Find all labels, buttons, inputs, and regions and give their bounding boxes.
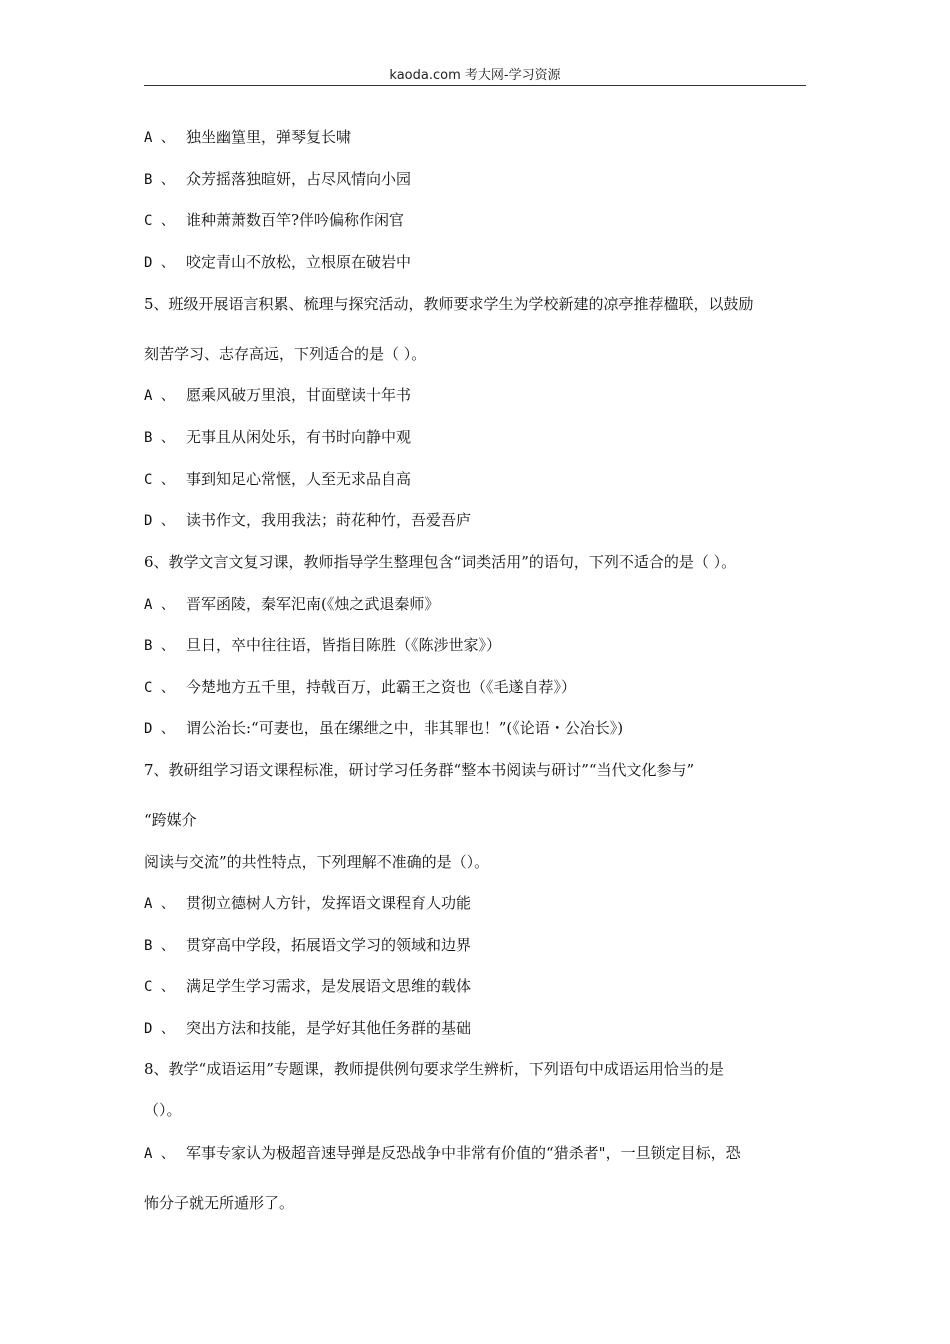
option-text: 独坐幽篁里，弹琴复长啸 (186, 128, 352, 146)
q7-option-c (144, 976, 471, 997)
q7-option-b (144, 935, 471, 956)
option-letter: D 、 (144, 513, 175, 529)
q4-option-b (144, 169, 411, 190)
q8-option-a (144, 1143, 741, 1164)
option-letter: B 、 (144, 430, 175, 446)
option-text: 军事专家认为极超音速导弹是反恐战争中非常有价值的“猎杀者"，一旦锁定目标，恐 (186, 1144, 741, 1162)
option-text: 今楚地方五千里，持戟百万，此霸王之资也（《毛遂自荐》） (186, 678, 577, 696)
q7-stem-line-2: “跨媒介 (144, 811, 197, 829)
option-text: 谁种萧萧数百竿?伴吟偏称作闲官 (186, 211, 405, 229)
header-rule (144, 85, 806, 86)
option-letter: D 、 (144, 721, 175, 737)
option-text: 满足学生学习需求，是发展语文思维的载体 (186, 977, 472, 995)
q6-stem-line-1: 6、教学文言文复习课，教师指导学生整理包含“词类活用”的语句，下列不适合的是（ ）。 (144, 553, 737, 571)
option-letter: C 、 (144, 472, 175, 488)
option-letter: A 、 (144, 597, 175, 613)
q8-option-a-continuation: 怖分子就无所遁形了。 (144, 1194, 295, 1212)
q6-option-d (144, 718, 623, 739)
option-letter: C 、 (144, 979, 175, 995)
option-text: 众芳摇落独暄妍，占尽风情向小园 (186, 170, 412, 188)
q4-option-d (144, 252, 411, 273)
q4-option-a (144, 127, 351, 148)
option-text: 愿乘风破万里浪，甘面壁读十年书 (186, 386, 412, 404)
q7-stem-line-1: 7、教研组学习语文课程标准，研讨学习任务群“整本书阅读与研讨”“当代文化参与” (144, 761, 695, 779)
option-letter: C 、 (144, 680, 175, 696)
option-letter: A 、 (144, 388, 175, 404)
option-text: 事到知足心常惬，人至无求品自高 (186, 470, 412, 488)
q5-stem-line-2: 刻苦学习、志存高远，下列适合的是（ ）。 (144, 345, 427, 363)
q6-option-a (144, 594, 439, 615)
option-letter: A 、 (144, 896, 175, 912)
option-letter: B 、 (144, 172, 175, 188)
option-text: 无事且从闲处乐，有书时向静中观 (186, 428, 412, 446)
q5-option-d (144, 510, 471, 531)
option-letter: B 、 (144, 938, 175, 954)
option-letter: D 、 (144, 255, 175, 271)
q7-option-d (144, 1018, 471, 1039)
q5-option-c (144, 469, 411, 490)
option-text: 突出方法和技能，是学好其他任务群的基础 (186, 1019, 472, 1037)
q8-stem-line-2: （）。 (144, 1101, 182, 1119)
q4-option-c (144, 210, 404, 231)
q5-stem-line-1: 5、班级开展语言积累、梳理与探究活动，教师要求学生为学校新建的凉亭推荐楹联，以鼓励 (144, 295, 754, 313)
q7-stem-line-3: 阅读与交流”的共性特点，下列理解不准确的是（）。 (144, 853, 490, 871)
q5-option-a (144, 385, 411, 406)
option-letter: C 、 (144, 213, 175, 229)
option-letter: D 、 (144, 1021, 175, 1037)
q6-option-c (144, 677, 576, 698)
q7-option-a (144, 893, 471, 914)
option-letter: A 、 (144, 1146, 175, 1162)
option-text: 咬定青山不放松，立根原在破岩中 (186, 253, 412, 271)
q6-option-b (144, 635, 501, 656)
option-letter: A 、 (144, 130, 175, 146)
option-text: 贯彻立德树人方针，发挥语文课程育人功能 (186, 894, 472, 912)
q5-option-b (144, 427, 411, 448)
page-header: kaoda.com 考大网-学习资源 (389, 68, 561, 83)
q8-stem-line-1: 8、教学“成语运用”专题课，教师提供例句要求学生辨析，下列语句中成语运用恰当的是 (144, 1060, 724, 1078)
option-letter: B 、 (144, 638, 175, 654)
option-text: 旦日，卒中往往语，皆指目陈胜（《陈涉世家》） (186, 636, 502, 654)
option-text: 读书作文，我用我法；莳花种竹，吾爱吾庐 (186, 511, 472, 529)
option-text: 贯穿高中学段，拓展语文学习的领域和边界 (186, 936, 472, 954)
option-text: 谓公治长:“可妻也，虽在缧绁之中，非其罪也！”(《论语・公冶长》) (186, 719, 624, 737)
option-text: 晋军函陵，秦军汜南(《烛之武退秦师》 (186, 595, 440, 613)
